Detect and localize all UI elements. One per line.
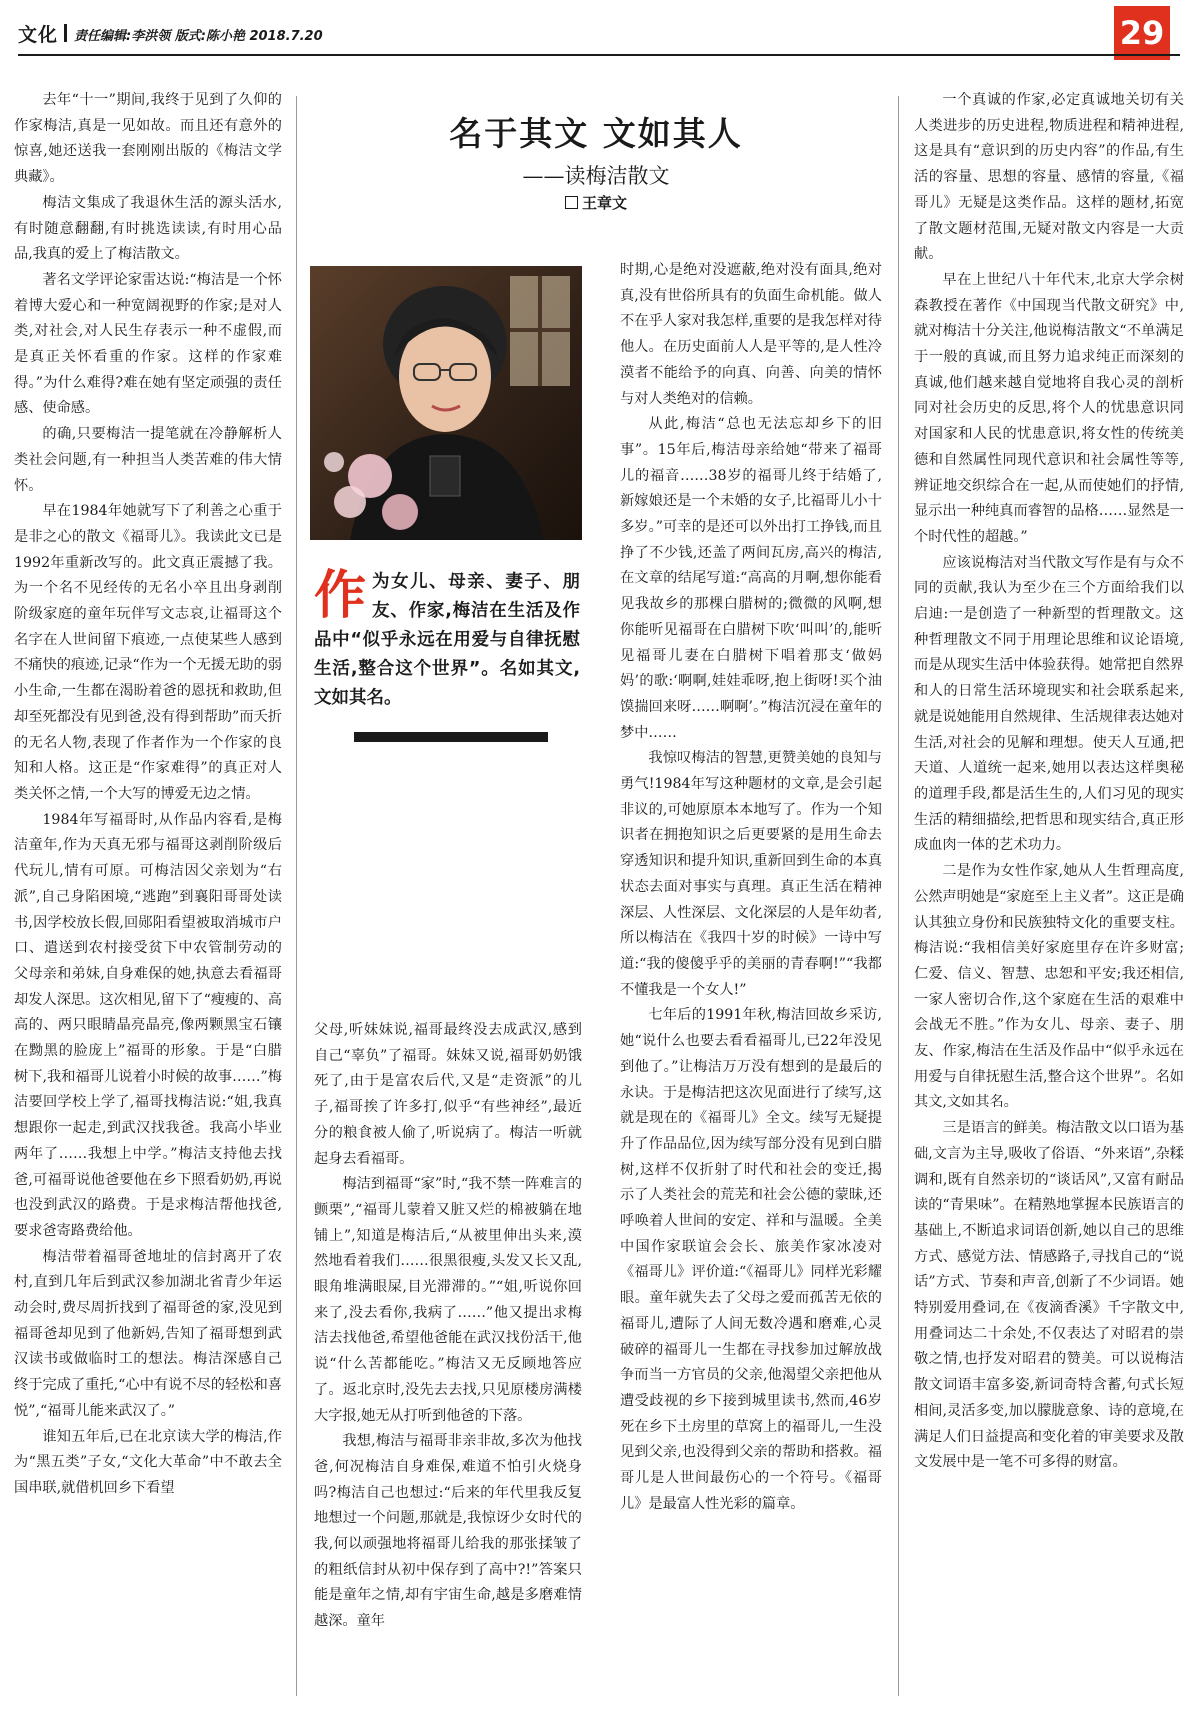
paragraph: 父母,听妹妹说,福哥最终没去成武汉,感到自己“辜负”了福哥。妹妹又说,福哥奶奶饿死了,由于是富农后代,又是“走资派”的儿子,福哥挨了许多打,似乎“有些神经”,最近分的粮食被人偷了,听说病了。梅洁一听就起身去看福哥。	[314, 1022, 582, 1167]
article-title: 名于其文 文如其人	[449, 114, 743, 153]
page-header	[18, 14, 1180, 62]
page-number: 29	[1114, 6, 1170, 60]
paragraph: 梅洁文集成了我退休生活的源头活水,有时随意翻翻,有时挑选读读,有时用心品品,我真的爱上了梅洁散文。	[14, 194, 282, 263]
paragraph: 1984年写福哥时,从作品内容看,是梅洁童年,作为天真无邪与福哥这剥削阶级后代玩儿,情有可原。可梅洁因父亲划为“右派”,自己身陷困境,“逃跑”到襄阳哥哥处读书,因学校放长假,回郧阳看望被取消城市户口、遣送到农村接受贫下中农管制劳动的父母亲和弟妹,自身难保的她,执意去看福哥却发人深思。这次相见,留下了“瘦瘦的、高高的、两只眼睛晶亮晶亮,像两颗黑宝石镶在黝黑的脸庞上”福哥的形象。于是“白腊树下,我和福哥儿说着小时候的故事……”梅洁要回学校上学了,福哥找梅洁说:“姐,我真想跟你一起走,到武汉找我爸。我高小毕业两年了……我想上中学。”梅洁支持他去找爸,可福哥说他爸要他在乡下照看奶奶,再说也没到武汉的路费。于是求梅洁帮他找爸,要求爸寄路费给他。	[14, 811, 282, 1239]
paragraph: 的确,只要梅洁一提笔就在冷静解析人类社会问题,有一种担当人类苦难的伟大情怀。	[14, 426, 282, 494]
section-name: 文化	[18, 24, 59, 46]
paragraph: 应该说梅洁对当代散文写作是有与众不同的贡献,我认为至少在三个方面给我们以启迪:一是创造了一种新型的哲理散文。这种哲理散文不同于用理论思维和议论语境,而是从现实生活中体验获得。她常把自然界和人的日常生活环境现实和社会联系起来,就是说她能用自然规律、生活规律表达她对生活,对社会的见解和理想。使天人互通,把天道、人道统一起来,她用以表达这样奥秘的道理手段,都是活生生的,人们习见的现实生活的精细描绘,把哲思和现实结合,真正形成血肉一体的艺术功力。	[914, 554, 1184, 854]
portrait-illustration	[310, 266, 582, 540]
paragraph: 梅洁带着福哥爸地址的信封离开了农村,直到几年后到武汉参加湖北省青少年运动会时,费尽周折找到了福哥爸的家,没见到福哥爸却见到了他新妈,告知了福哥想到武汉读书或做临时工的想法。梅洁深感自己终于完成了重托,“心中有说不尽的轻松和喜悦”,“福哥儿能来武汉了。”	[14, 1248, 282, 1419]
paragraph: 早在1984年她就写下了利善之心重于是非之心的散文《福哥儿》。我读此文已是1992年重新改写的。此文真正震撼了我。为一个名不见经传的无名小卒且出身剥削阶级家庭的童年玩伴写文志哀,让福哥这个名字在人世间留下痕迹,一点使某些人感到不痛快的痕迹,记录“作为一个无援无助的弱小生命,一生都在渴盼着爸的恩抚和救助,但却至死都没有见到爸,没有得到帮助”而夭折的无名人物,表现了作者作为一个作家的良知和人格。这正是“作家难得”的真正对人类关怀之情,一个大写的博爱无边之情。	[14, 503, 282, 802]
paragraph: 我想,梅洁与福哥非亲非故,多次为他找爸,何况梅洁自身难保,难道不怕引火烧身吗?梅洁自己也想过:“后来的年代里我反复地想过一个问题,那就是,我惊讶少女时代的我,何以顽强地将福哥儿给我的那张揉皱了的粗纸信封从初中保存到了高中?!”答案只能是童年之情,却有宇宙生命,越是多磨难情越深。童年	[314, 1433, 582, 1630]
column-rule	[296, 96, 297, 1696]
column-3	[620, 258, 882, 1703]
editor-info: 责任编辑:李洪领 版式:陈小艳 2018.7.20	[74, 29, 323, 44]
paragraph: 从此,梅洁“总也无法忘却乡下的旧事”。15年后,梅洁母亲给她“带来了福哥儿的福音……38岁的福哥儿终于结婚了,新嫁娘还是一个未婚的女子,比福哥儿小十多岁。”可幸的是还可以外出打工挣钱,而且挣了不少钱,还盖了两间瓦房,高兴的梅洁,在文章的结尾写道:“高高的月啊,想你能看见我故乡的那棵白腊树的;微微的风啊,想你能听见福哥在白腊树下吹‘叫叫’的,能听见福哥儿妻在白腊树下唱着那支‘做妈妈’的歌:‘啊啊,娃娃乖呀,抱上街呀!买个油馍揣回来呀……啊啊’。”梅洁沉浸在童年的梦中……	[620, 416, 882, 741]
author-name: 王章文	[581, 194, 627, 212]
paragraph: 我惊叹梅洁的智慧,更赞美她的良知与勇气!1984年写这种题材的文章,是会引起非议的,可她原原本本地写了。作为一个知识者在拥抱知识之后更要紧的是用生命去穿透知识和提升知识,重新回到生命的本真状态去面对事实与真理。真正生活在精神深层、人性深层、文化深层的人是年幼者,所以梅洁在《我四十岁的时候》一诗中写道:“我的傻傻乎乎的美丽的青春啊!”“我都不懂我是一个女人!”	[620, 750, 882, 998]
paragraph: 梅洁到福哥“家”时,“我不禁一阵难言的颤栗”,“福哥儿蒙着又脏又烂的棉被躺在地铺上”,知道是梅洁后,“从被里伸出头来,漠然地看着我们……很黑很瘦,头发又长又乱,眼角堆满眼屎,目光滞滞的。”“姐,听说你回来了,没去看你,我病了……”他又提出求梅洁去找他爸,希望他爸能在武汉找份活干,他说“什么苦都能吃。”梅洁又无反顾地答应了。返北京时,没先去去找,只见原楼房满楼大字报,她无从打听到他爸的下落。	[314, 1176, 582, 1424]
column-1	[14, 88, 282, 1703]
author-byline	[306, 192, 886, 213]
author-photo	[310, 266, 582, 540]
paragraph: 一个真诚的作家,必定真诚地关切有关人类进步的历史进程,物质进程和精神进程,这是具有“意识到的历史内容”的作品,有生活的容量、思想的容量、感情的容量,《福哥儿》无疑是这类作品。这样的题材,拓宽了散文题材范围,无疑对散文内容是一大贡献。	[914, 92, 1184, 263]
paragraph: 七年后的1991年秋,梅洁回故乡采访,她“说什么也要去看看福哥儿,已22年没见到他了。”让梅洁万万没有想到的是最后的永诀。于是梅洁把这次见面进行了续写,这就是现在的《福哥儿》全文。续写无疑提升了作品品位,因为续写部分没有见到白腊树,这样不仅折射了时代和社会的变迁,揭示了人类社会的荒芜和社会公德的蒙昧,还呼唤着人世间的安定、祥和与温暖。全美中国作家联谊会会长、旅美作家冰凌对《福哥儿》评价道:“《福哥儿》同样光彩耀眼。童年就失去了父母之爱而孤苦无依的福哥儿,遭际了人间无数冷遇和磨难,心灵破碎的福哥儿一生都在寻找参加过解放战争而当一方官员的父亲,他渴望父亲把他从遭受歧视的乡下接到城里读书,然而,46岁死在乡下土房里的草窝上的福哥儿,一生没见到父亲,也没得到父亲的帮助和搭救。福哥儿是人世间最伤心的一个符号。《福哥儿》是最富人性光彩的篇章。	[620, 1007, 882, 1512]
paragraph: 二是作为女性作家,她从人生哲理高度,公然声明她是“家庭至上主义者”。这正是确认其独立身份和民族独特文化的重要支柱。梅洁说:“我相信美好家庭里存在许多财富;仁爱、信义、智慧、忠恕和平安;我还相信,一家人密切合作,这个家庭在生活的艰难中会战无不胜。”作为女儿、母亲、妻子、朋友、作家,梅洁在生活及作品中“似乎永远在用爱与自律抚慰生活,整合这个世界”。名如其文,文如其名。	[914, 863, 1184, 1111]
byline-box-icon	[565, 196, 578, 209]
article-subtitle: ——读梅洁散文	[522, 164, 670, 188]
paragraph: 去年“十一”期间,我终于见到了久仰的作家梅洁,真是一见如故。而且还有意外的惊喜,她还送我一套刚刚出版的《梅洁文学典藏》。	[14, 92, 282, 186]
column-2	[314, 1018, 582, 1703]
drop-cap: 作	[314, 565, 367, 626]
header-rule	[18, 54, 1180, 56]
header-divider	[64, 24, 67, 42]
paragraph: 谁知五年后,已在北京读大学的梅洁,作为“黑五类”子女,“文化大革命”中不敢去全国串联,就借机回乡下看望	[14, 1428, 282, 1496]
lead-divider-bar	[354, 732, 548, 742]
paragraph: 时期,心是绝对没遮蔽,绝对没有面具,绝对真,没有世俗所具有的负面生命机能。做人不在乎人家对我怎样,重要的是我怎样对待他人。在历史面前人人是平等的,是人性冷漠者不能给予的向真、向善、向美的情怀与对人类绝对的信赖。	[620, 262, 882, 407]
column-4	[914, 88, 1184, 1703]
lead-text: 为女儿、母亲、妻子、朋友、作家,梅洁在生活及作品中“似乎永远在用爱与自律抚慰生活,整合这个世界”。名如其文,文如其名。	[314, 572, 580, 708]
paragraph: 三是语言的鲜美。梅洁散文以口语为基础,文言为主导,吸收了俗语、“外来语”,杂糅调和,既有自然亲切的“谈话风”,又富有耐品读的“青果味”。在精熟地掌握本民族语言的基础上,不断追求词语创新,她以自己的思维方式、感觉方法、情感路子,寻找自己的“说话”方式、节奏和声音,创新了不少词语。她特别爱用叠词,在《夜滴香溪》千字散文中,用叠词达二十余处,不仅表达了对昭君的崇敬之情,也抒发对昭君的赞美。可以说梅洁散文词语丰富多姿,新词奇特含蓄,句式长短相间,灵活多变,加以朦胧意象、诗的意境,在满足人们日益提高和变化着的审美要求及散文发展中是一笔不可多得的财富。	[914, 1120, 1184, 1471]
column-rule	[898, 96, 899, 1696]
paragraph: 早在上世纪八十年代末,北京大学佘树森教授在著作《中国现当代散文研究》中,就对梅洁十分关注,他说梅洁散文“不单满足于一般的真诚,而且努力追求纯正而深刻的真诚,他们越来越自觉地将自我心灵的剖析同对社会历史的反思,将个人的忧患意识同对国家和人民的忧患意识,将女性的传统美德和自然属性同现代意识和社会属性等等,辨证地交织综合在一起,从而使她们的抒情,显示出一种纯真而睿智的品格……显然是一个时代性的超越。”	[914, 271, 1184, 545]
lead-paragraph	[314, 565, 580, 713]
paragraph: 著名文学评论家雷达说:“梅洁是一个怀着博大爱心和一种宽阔视野的作家;是对人类,对社会,对人民生存表示一种不虚假,而是真正关怀看重的作家。这样的作家难得。”为什么难得?难在她有坚定顽强的责任感、使命感。	[14, 271, 282, 417]
